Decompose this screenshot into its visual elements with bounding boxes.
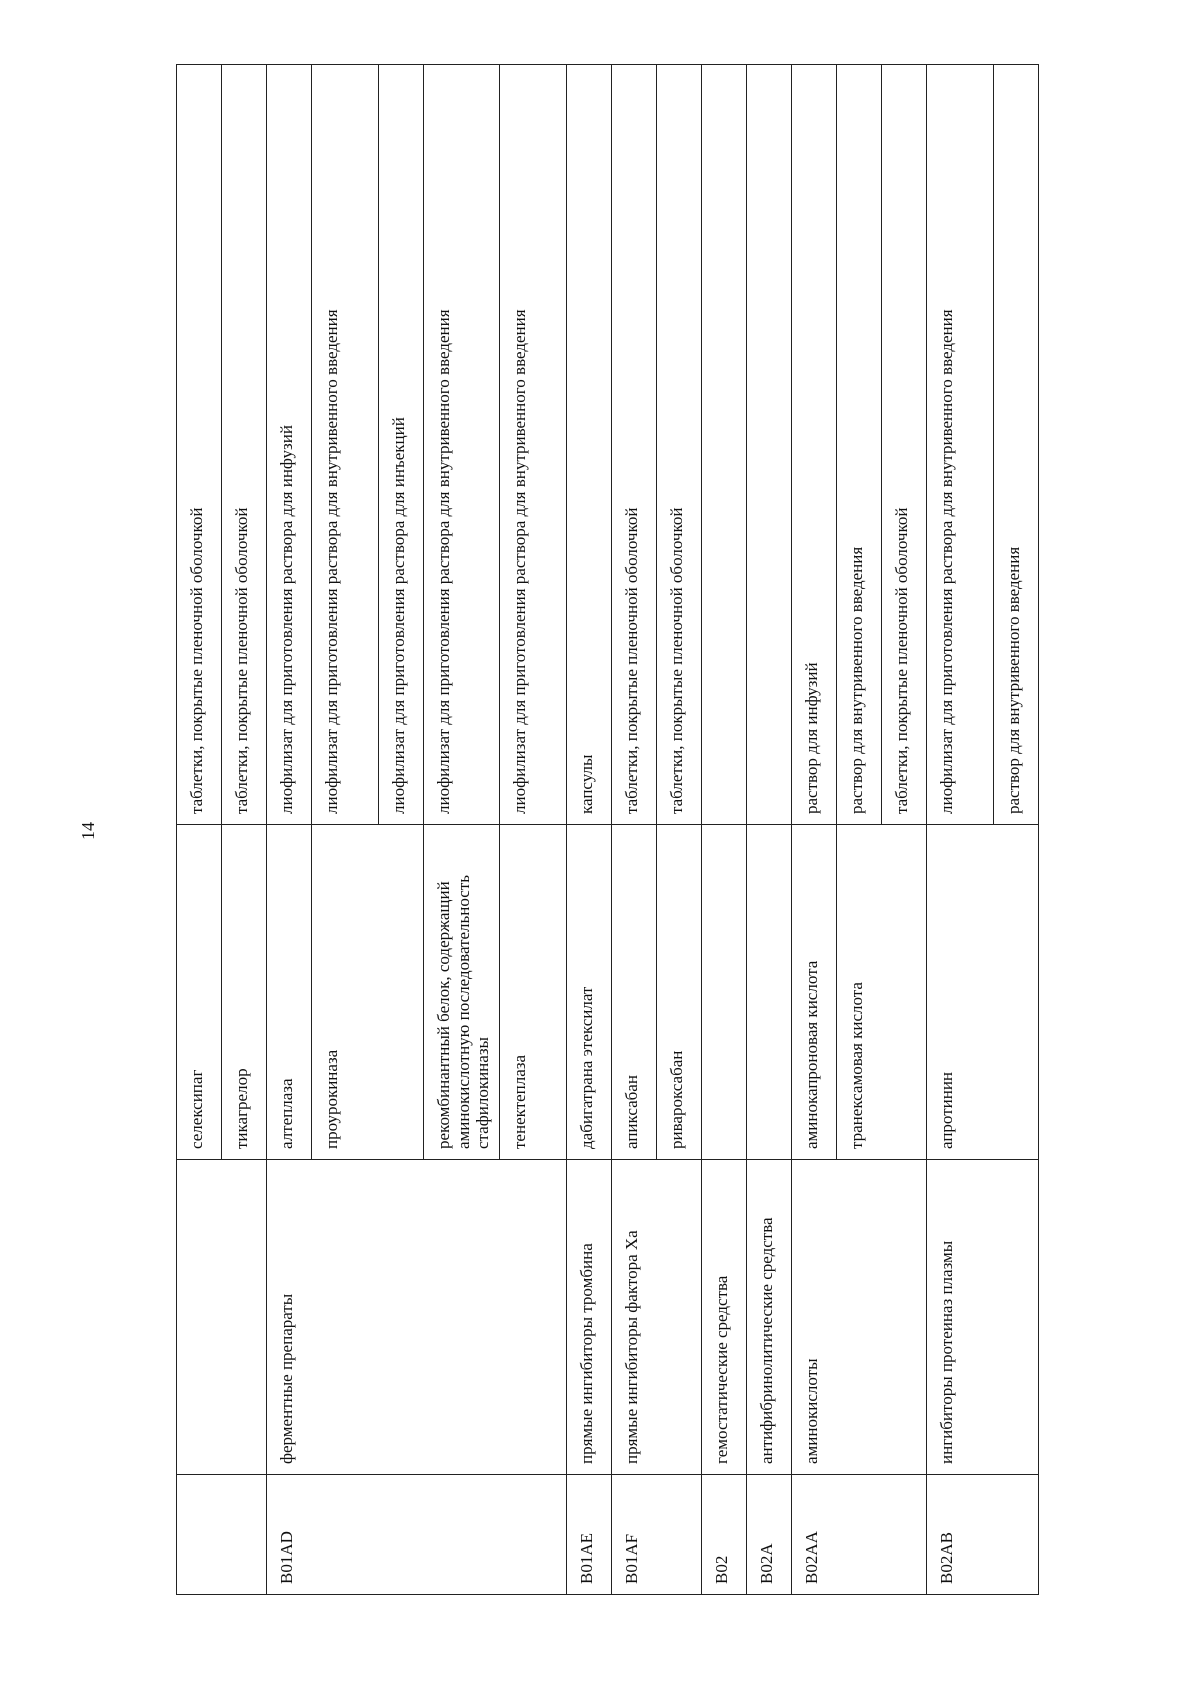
table-row: [177, 65, 222, 1595]
group-cell: аминокислоты: [791, 1160, 926, 1475]
atc-code-cell: B02A: [746, 1475, 791, 1595]
drug-cell: транексамовая кислота: [836, 825, 926, 1160]
atc-code-cell: B02AA: [791, 1475, 926, 1595]
drug-cell: апиксабан: [611, 825, 656, 1160]
atc-code-cell: B02: [701, 1475, 746, 1595]
atc-code-cell: B01AF: [611, 1475, 701, 1595]
drug-cell: проурокиназа: [312, 825, 424, 1160]
form-cell: лиофилизат для приготовления раствора для внутривенного введения: [499, 65, 566, 825]
form-cell: лиофилизат для приготовления раствора для инфузий: [267, 65, 312, 825]
drug-cell: рекомбинантный белок, содержащий аминокислотную последовательность стафилокиназы: [424, 825, 500, 1160]
table-row: [611, 65, 656, 1595]
drug-cell: [746, 825, 791, 1160]
atc-code-cell: B01AE: [566, 1475, 611, 1595]
group-cell: [177, 1160, 267, 1475]
table-row: [701, 65, 746, 1595]
table-row: [926, 65, 993, 1595]
form-cell: лиофилизат для приготовления раствора для внутривенного введения: [424, 65, 500, 825]
form-cell: раствор для инфузий: [791, 65, 836, 825]
drug-table: [176, 64, 1039, 1595]
form-cell: раствор для внутривенного введения: [993, 65, 1038, 825]
table-row: [267, 65, 312, 1595]
group-cell: ингибиторы протеиназ плазмы: [926, 1160, 1038, 1475]
drug-cell: [701, 825, 746, 1160]
form-cell: таблетки, покрытые пленочной оболочкой: [222, 65, 267, 825]
form-cell: таблетки, покрытые пленочной оболочкой: [611, 65, 656, 825]
group-cell: прямые ингибиторы тромбина: [566, 1160, 611, 1475]
drug-cell: аминокапроновая кислота: [791, 825, 836, 1160]
atc-code-cell: [177, 1475, 267, 1595]
table-row: [566, 65, 611, 1595]
group-cell: ферментные препараты: [267, 1160, 567, 1475]
group-cell: гемостатические средства: [701, 1160, 746, 1475]
form-cell: лиофилизат для приготовления раствора для внутривенного введения: [312, 65, 379, 825]
form-cell: капсулы: [566, 65, 611, 825]
drug-cell: дабигатрана этексилат: [566, 825, 611, 1160]
table-row: [746, 65, 791, 1595]
drug-cell: тенектеплаза: [499, 825, 566, 1160]
drug-cell: селексипаг: [177, 825, 222, 1160]
rotated-page-content: [176, 65, 1076, 1595]
form-cell: лиофилизат для приготовления раствора для инъекций: [379, 65, 424, 825]
drug-cell: ривароксабан: [656, 825, 701, 1160]
form-cell: таблетки, покрытые пленочной оболочкой: [656, 65, 701, 825]
group-cell: антифибринолитические средства: [746, 1160, 791, 1475]
page-number: 14: [78, 822, 98, 840]
form-cell: [701, 65, 746, 825]
form-cell: лиофилизат для приготовления раствора для внутривенного введения: [926, 65, 993, 825]
form-cell: таблетки, покрытые пленочной оболочкой: [881, 65, 926, 825]
form-cell: раствор для внутривенного введения: [836, 65, 881, 825]
drug-cell: апротинин: [926, 825, 1038, 1160]
form-cell: таблетки, покрытые пленочной оболочкой: [177, 65, 222, 825]
atc-code-cell: B02AB: [926, 1475, 1038, 1595]
group-cell: прямые ингибиторы фактора Xa: [611, 1160, 701, 1475]
atc-code-cell: B01AD: [267, 1475, 567, 1595]
table-row: [791, 65, 836, 1595]
drug-cell: тикагрелор: [222, 825, 267, 1160]
form-cell: [746, 65, 791, 825]
drug-cell: алтеплаза: [267, 825, 312, 1160]
